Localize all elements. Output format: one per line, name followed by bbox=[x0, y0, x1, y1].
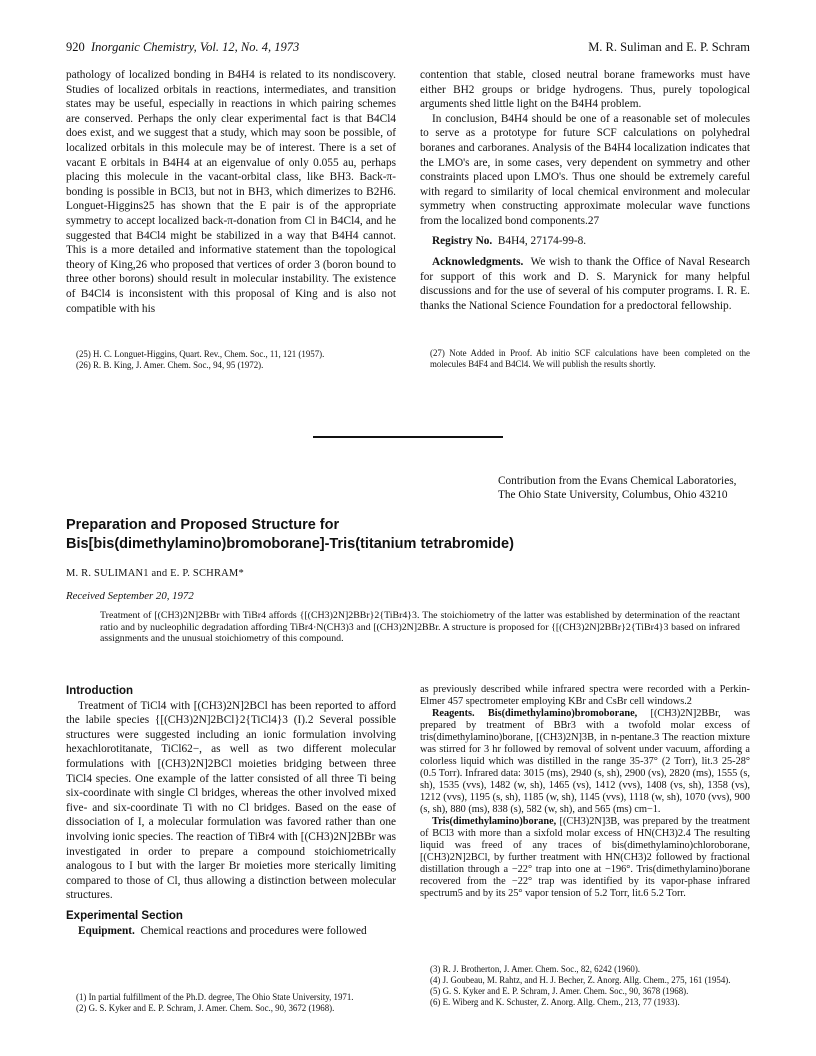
reagents-text: [(CH3)2N]2BBr, was prepared by treatment of BBr3 with a twofold molar excess of tris(dimethylamino)borane, [(CH3)2N]3B, in n-pentane.3 The reaction mixture was stirred for 3 hr followed by removal of solvent under vacuum, affording a colorless liquid which was distilled in the range 35-37° (2 Torr), lit.3 25-28° (0.5 Torr). Infrared data: 3015 (ms), 2940 (s, sh), 2900 (vs), 2820 (ms), 1555 (s, sh), 1535 (vvs), 1482 (w, sh), 1465 (vs), 1412 (vvs), 1408 (vs, sh), 1358 (vs), 1212 (vvs), 1195 (s, sh), 1185 (w, sh), 1145 (vvs), 1118 (w, sh), 1070 (vvs), 900 (s, sh), 880 (ms), 838 (s), 582 (w, sh), and 565 (ms) cm−1. bbox=[420, 708, 750, 815]
footnote-1: (1) In partial fulfillment of the Ph.D. degree, The Ohio State University, 1971. bbox=[76, 992, 354, 1002]
title-line-2: Bis[bis(dimethylamino)bromoborane]-Tris(titanium tetrabromide) bbox=[66, 536, 514, 552]
abstract: Treatment of [(CH3)2N]2BBr with TiBr4 affords {[(CH3)2N]2BBr}2{TiBr4}3. The stoichiometry of the latter was established by determination of the reactant ratio and by nucleophilic degradation affording TiBr4·N(CH3)3 and [(CH3)2N]2BBr. A structure is proposed for {[(CH3)2N]2BBr}2{TiBr4}3 based on infrared assignments and the unusual stoichiometry of this compound. bbox=[100, 610, 740, 645]
footnote-6: (6) E. Wiberg and K. Schuster, Z. Anorg. Allg. Chem., 213, 77 (1933). bbox=[430, 997, 680, 1007]
acknowledgments-text: We wish to thank the Office of Naval Research for support of this work and D. S. Marynick for many helpful discussions and for the use of several of his computer programs. I. R. E. thanks the National Science Foundation for a predoctoral fellowship. bbox=[420, 256, 750, 312]
page-number: 920 bbox=[66, 40, 85, 54]
contribution-block bbox=[498, 474, 758, 502]
introduction-heading: Introduction bbox=[66, 685, 134, 697]
reagents-paragraph bbox=[420, 708, 750, 816]
footnote-25: (25) H. C. Longuet-Higgins, Quart. Rev., Chem. Soc., 11, 121 (1957). bbox=[76, 349, 325, 359]
footnote-27: (27) Note Added in Proof. Ab initio SCF calculations have been completed on the molecules B4F4 and B4Cl4. We will publish the results shortly. bbox=[430, 348, 750, 369]
received-date: Received September 20, 1972 bbox=[66, 590, 194, 602]
title-line-1: Preparation and Proposed Structure for bbox=[66, 517, 340, 533]
running-header bbox=[66, 40, 750, 58]
footnote-3: (3) R. J. Brotherton, J. Amer. Chem. Soc., 82, 6242 (1960). bbox=[430, 964, 641, 974]
right-column-top bbox=[420, 68, 750, 314]
acknowledgments-paragraph bbox=[420, 255, 750, 313]
registry-line bbox=[420, 234, 750, 249]
contribution-line-2: The Ohio State University, Columbus, Ohio 43210 bbox=[498, 489, 728, 501]
experimental-heading: Experimental Section bbox=[66, 909, 183, 922]
equipment-paragraph bbox=[66, 924, 396, 939]
body-paragraph: pathology of localized bonding in B4H4 is related to its nondiscovery. Studies of localized orbitals in reactions, intermediates, and transition states may be useful, especially in reactions in which pairing schemes are conserved. Perhaps the only clear experimental fact is that B4Cl4 does exist, and we suggest that a study, which may soon be possible, of localized orbitals in this molecule may be of interest. There is a set of vacant E orbitals in B4H4 at an eigenvalue of only 0.055 au, perhaps placing this molecule in the vacant-orbital class, like BH3. Back-π-bonding is possible in BCl3, but not in BH3, which dimerizes to B2H6. Longuet-Higgins25 has shown that the E pair is of the appropriate symmetry to accept localized back-π-donation from Cl in B4Cl4, and he suggested that B4Cl4 might be stabilized in a way that B4H4 cannot. This is a more detailed and informative statement than the topological theory of King,26 who proposed that vertices of order 3 (boron bound to three other borons) should result in molecular instability. The existence of B4Cl4 is inconsistent with this proposal of King and is also not compatible with his bbox=[66, 69, 396, 315]
article-title bbox=[66, 516, 756, 554]
left-column-top bbox=[66, 68, 396, 316]
section-divider bbox=[313, 436, 503, 438]
introduction-paragraph: Treatment of TiCl4 with [(CH3)2N]2BCl has been reported to afford the labile species {[(CH3)2N]2BCl}2{TiCl4}3 (I).2 Several possible structures were suggested including an ionic formulation involving hexachlorotitanate, TiCl62−, as well as two different molecular formulations with [(CH3)2N]2BCl moieties bridging between three TiCl4 species. One example of the latter consisted of all three Ti being six-coordinate with single Cl bridges, whereas the other involved mixed five- and six-coordinate Ti with no Cl bridges. Based on the ease of dissociation of I, a molecular formulation was favored rather than one involving ionic species. The reaction of TiBr4 with [(CH3)2N]2BBr was investigated in order to prepare a compound stoichiometrically analogous to I but with the larger Br moieties more sterically limiting compared to those of Cl, thus allowing a distinction between molecular structures. bbox=[66, 699, 396, 902]
footnotes-right-top bbox=[420, 348, 750, 370]
equipment-continued: as previously described while infrared spectra were recorded with a Perkin-Elmer 457 spectrometer employing KBr and CsBr cell windows.2 bbox=[420, 684, 750, 707]
contribution-line-1: Contribution from the Evans Chemical Laboratories, bbox=[498, 475, 737, 487]
left-column-bottom bbox=[66, 684, 396, 938]
footnotes-left-top bbox=[66, 349, 396, 371]
tris-text: [(CH3)2N]3B, was prepared by the treatment of BCl3 with more than a sixfold molar excess of HN(CH3)2.4 The resulting liquid was freed of any traces of bis(dimethylamino)chloroborane, [(CH3)2N]2BCl, by further treatment with HN(CH3)2 followed by fractional distillation through a −22° trap into one at −196°. Tris(dimethylamino)borane recovered from the −22° trap was identified by its vapor-phase infrared spectrum5 and by its 25° vapor tension of 5.2 Torr, lit.6 5.2 Torr. bbox=[420, 816, 751, 899]
footnote-2: (2) G. S. Kyker and E. P. Schram, J. Amer. Chem. Soc., 90, 3672 (1968). bbox=[76, 1003, 335, 1013]
footnote-4: (4) J. Goubeau, M. Rahtz, and H. J. Becher, Z. Anorg. Allg. Chem., 275, 161 (1954). bbox=[430, 975, 731, 985]
registry-value: B4H4, 27174-99-8. bbox=[497, 234, 587, 247]
equipment-label: Equipment. bbox=[78, 924, 135, 937]
equipment-text: Chemical reactions and procedures were followed bbox=[140, 924, 367, 937]
footnotes-right-bottom bbox=[420, 964, 750, 1008]
right-column-bottom bbox=[420, 684, 750, 900]
header-left bbox=[66, 40, 299, 55]
tris-paragraph bbox=[420, 816, 750, 900]
journal-citation: Inorganic Chemistry, Vol. 12, No. 4, 1973 bbox=[91, 40, 300, 54]
footnote-26: (26) R. B. King, J. Amer. Chem. Soc., 94, 95 (1972). bbox=[76, 360, 264, 370]
footnotes-left-bottom bbox=[66, 992, 396, 1014]
registry-label: Registry No. bbox=[432, 234, 493, 247]
tris-label: Tris(dimethylamino)borane, bbox=[432, 816, 557, 827]
reagents-label: Reagents. Bis(dimethylamino)bromoborane, bbox=[432, 708, 638, 719]
article-authors: M. R. SULIMAN1 and E. P. SCHRAM* bbox=[66, 568, 244, 579]
header-authors: M. R. Suliman and E. P. Schram bbox=[588, 40, 750, 54]
body-paragraph: contention that stable, closed neutral borane frameworks must have either BH2 groups or bridge hydrogens. Thus, purely topological arguments shed little light on the B4H4 problem. bbox=[420, 69, 750, 111]
footnote-5: (5) G. S. Kyker and E. P. Schram, J. Amer. Chem. Soc., 90, 3678 (1968). bbox=[430, 986, 689, 996]
conclusion-paragraph: In conclusion, B4H4 should be one of a reasonable set of molecules to serve as a prototype for future SCF calculations on polyhedral boranes and carboranes. Analysis of the B4H4 localization indicates that the LMO's are, in some cases, very dependent on symmetry and other constraints placed upon LMO's. Thus one should be extremely careful with regard to similarity of local chemical environment and molecular symmetry when constructing approximate molecular wave functions from the localized bond components.27 bbox=[420, 112, 750, 227]
acknowledgments-label: Acknowledgments. bbox=[432, 256, 524, 269]
